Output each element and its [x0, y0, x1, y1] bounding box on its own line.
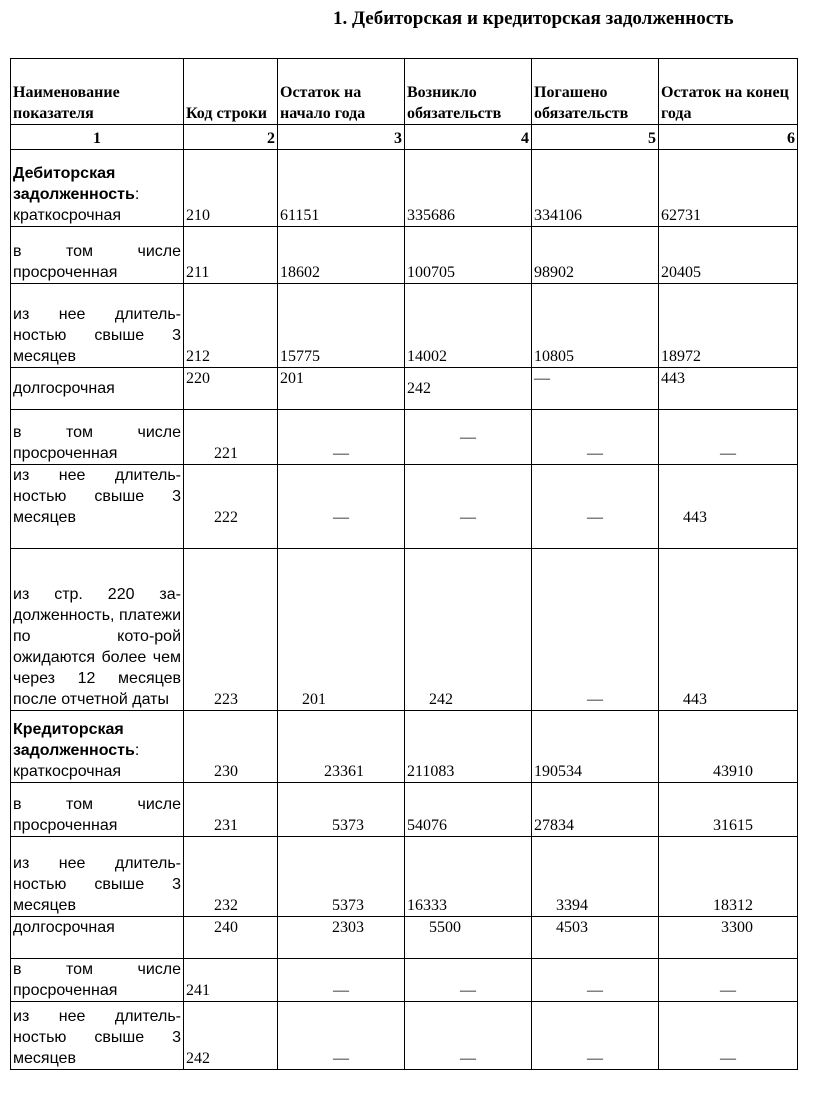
- col-number: 6: [659, 125, 798, 150]
- cell-value: —: [278, 465, 405, 549]
- cell-value: —: [532, 1002, 659, 1070]
- row-label: долгосрочная: [11, 917, 184, 959]
- table-row: [11, 284, 798, 368]
- row-code: 230: [184, 711, 278, 783]
- cell-value: 18602: [278, 227, 405, 284]
- row-label: из нее длитель-ностью свыше 3 месяцев: [11, 284, 184, 368]
- row-label: Дебиторская задолженность: краткосрочная: [11, 150, 184, 227]
- col-number: 3: [278, 125, 405, 150]
- table-row: [11, 150, 798, 227]
- cell-value: 334106: [532, 150, 659, 227]
- cell-value: 190534: [532, 711, 659, 783]
- row-code: 223: [184, 549, 278, 711]
- cell-value: —: [659, 959, 798, 1002]
- row-label: долгосрочная: [11, 368, 184, 410]
- col-number: 5: [532, 125, 659, 150]
- header-start-balance: Остаток на начало года: [278, 59, 405, 125]
- cell-value: 43910: [659, 711, 798, 783]
- cell-value: 10805: [532, 284, 659, 368]
- cell-value: 443: [659, 368, 798, 410]
- cell-value: 62731: [659, 150, 798, 227]
- table-row: [11, 227, 798, 284]
- cell-value: 20405: [659, 227, 798, 284]
- col-number: 2: [184, 125, 278, 150]
- cell-value: 201: [278, 368, 405, 410]
- cell-value: 31615: [659, 783, 798, 837]
- row-code: 241: [184, 959, 278, 1002]
- cell-value: 98902: [532, 227, 659, 284]
- cell-value: 18312: [659, 837, 798, 917]
- table-row: [11, 1002, 798, 1070]
- cell-value: 2303: [278, 917, 405, 959]
- cell-value: 14002: [405, 284, 532, 368]
- row-code: 242: [184, 1002, 278, 1070]
- table-row: [11, 410, 798, 465]
- cell-value: 4503: [532, 917, 659, 959]
- cell-value: —: [659, 1002, 798, 1070]
- row-label: из нее длитель-ностью свыше 3 месяцев: [11, 465, 184, 549]
- row-code: 211: [184, 227, 278, 284]
- page-title: 1. Дебиторская и кредиторская задолженность: [333, 8, 734, 29]
- cell-value: 201: [278, 549, 405, 711]
- row-code: 240: [184, 917, 278, 959]
- row-code: 220: [184, 368, 278, 410]
- row-code: 221: [184, 410, 278, 465]
- cell-value: 16333: [405, 837, 532, 917]
- cell-value: 242: [405, 368, 532, 410]
- row-code: 231: [184, 783, 278, 837]
- cell-value: 242: [405, 549, 532, 711]
- cell-value: —: [659, 410, 798, 465]
- row-label: в том числе просроченная: [11, 783, 184, 837]
- section-heading: Дебиторская задолженность: [13, 165, 135, 203]
- table-header-row: [11, 59, 798, 125]
- cell-value: 335686: [405, 150, 532, 227]
- cell-value: 5373: [278, 783, 405, 837]
- cell-value: —: [532, 465, 659, 549]
- cell-value: 443: [659, 465, 798, 549]
- cell-value: 61151: [278, 150, 405, 227]
- cell-value: 27834: [532, 783, 659, 837]
- table-row: [11, 465, 798, 549]
- row-code: 212: [184, 284, 278, 368]
- cell-value: —: [532, 549, 659, 711]
- table-row: [11, 783, 798, 837]
- header-arisen: Возникло обязательств: [405, 59, 532, 125]
- col-number: 1: [11, 125, 184, 150]
- table-row: [11, 917, 798, 959]
- table-row: [11, 711, 798, 783]
- cell-value: 100705: [405, 227, 532, 284]
- cell-value: 211083: [405, 711, 532, 783]
- cell-value: 443: [659, 549, 798, 711]
- table-row: [11, 549, 798, 711]
- cell-value: —: [405, 410, 532, 465]
- table-row: [11, 959, 798, 1002]
- cell-value: —: [532, 368, 659, 410]
- row-code: 210: [184, 150, 278, 227]
- header-name: Наименование показателя: [11, 59, 184, 125]
- cell-value: 5500: [405, 917, 532, 959]
- cell-value: —: [405, 465, 532, 549]
- row-code: 222: [184, 465, 278, 549]
- cell-value: —: [278, 959, 405, 1002]
- receivables-payables-table: [10, 58, 798, 1070]
- cell-value: 23361: [278, 711, 405, 783]
- row-code: 232: [184, 837, 278, 917]
- col-number: 4: [405, 125, 532, 150]
- header-code: Код строки: [184, 59, 278, 125]
- header-repaid: Погашено обязательств: [532, 59, 659, 125]
- cell-value: 3300: [659, 917, 798, 959]
- row-label: в том числе просроченная: [11, 959, 184, 1002]
- table-row: [11, 368, 798, 410]
- row-label: Кредиторская задолженность: краткосрочная: [11, 711, 184, 783]
- cell-value: 3394: [532, 837, 659, 917]
- row-label: из нее длитель-ностью свыше 3 месяцев: [11, 837, 184, 917]
- table-row: [11, 837, 798, 917]
- cell-value: 54076: [405, 783, 532, 837]
- column-number-row: [11, 125, 798, 150]
- cell-value: 5373: [278, 837, 405, 917]
- section-heading: Кредиторская задолженность: [13, 721, 135, 759]
- cell-value: —: [532, 410, 659, 465]
- cell-value: —: [278, 410, 405, 465]
- cell-value: —: [278, 1002, 405, 1070]
- row-label: из стр. 220 за-долженность, платежи по кото-рой ожидаются более чем через 12 месяцев после отчетной даты: [11, 549, 184, 711]
- header-end-balance: Остаток на конец года: [659, 59, 798, 125]
- row-label: в том числе просроченная: [11, 227, 184, 284]
- cell-value: 15775: [278, 284, 405, 368]
- cell-value: —: [532, 959, 659, 1002]
- row-label: из нее длитель-ностью свыше 3 месяцев: [11, 1002, 184, 1070]
- cell-value: 18972: [659, 284, 798, 368]
- cell-value: —: [405, 1002, 532, 1070]
- row-label: в том числе просроченная: [11, 410, 184, 465]
- cell-value: —: [405, 959, 532, 1002]
